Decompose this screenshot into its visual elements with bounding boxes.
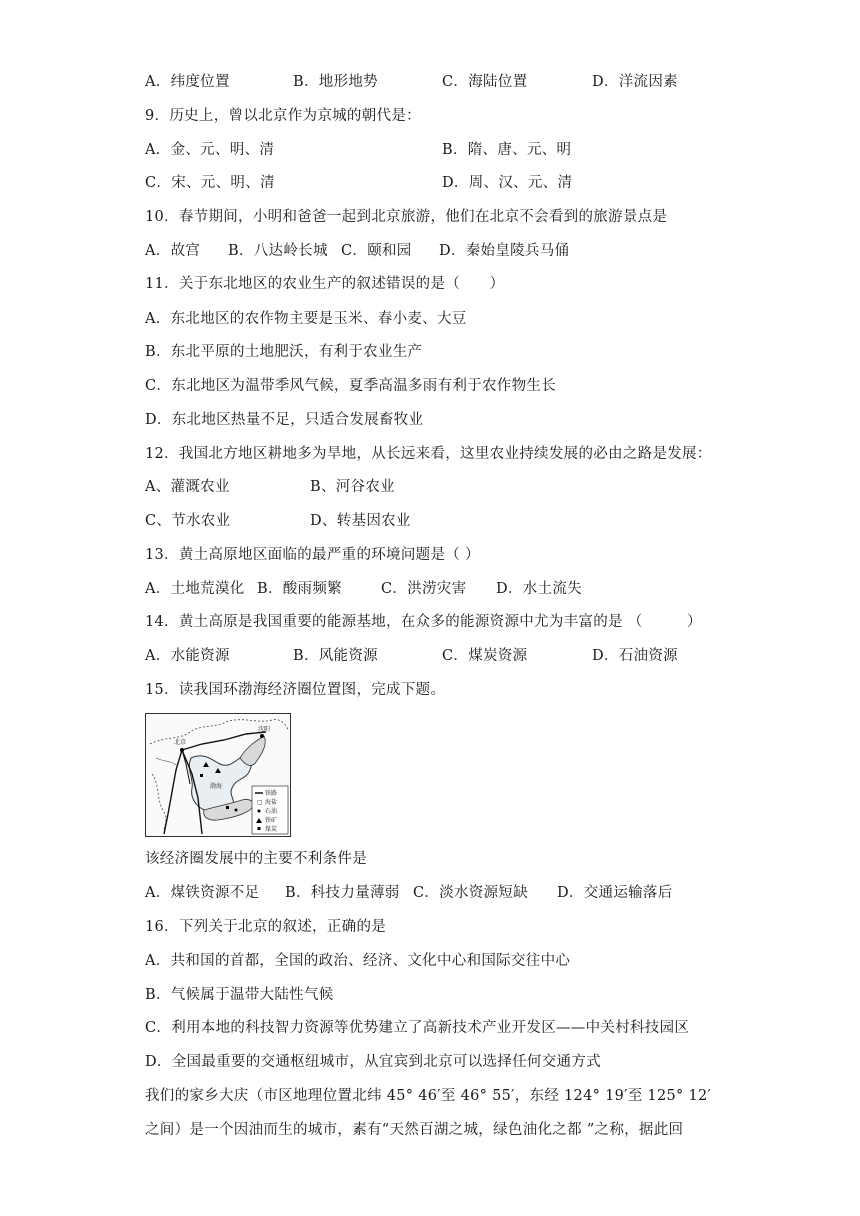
q14-option-a[interactable]: A．水能资源 (145, 648, 230, 664)
q9-option-c[interactable]: C．宋、元、明、清 (145, 175, 275, 191)
coal-symbol (200, 774, 203, 777)
q9-option-b[interactable]: B．隋、唐、元、明 (442, 142, 572, 158)
q10-option-a[interactable]: A．故宫 (145, 243, 201, 259)
shenyang-marker (260, 734, 264, 738)
railway-line (164, 750, 182, 834)
q15-sub-question: 该经济圈发展中的主要不利条件是 (145, 851, 367, 867)
q8-option-d[interactable]: D．洋流因素 (592, 74, 678, 90)
q9-option-d[interactable]: D．周、汉、元、清 (442, 175, 573, 191)
coal-symbol (226, 806, 229, 809)
beijing-marker (180, 748, 184, 752)
q14-stem: 14．黄土高原是我国重要的能源基地，在众多的能源资源中尤为丰富的是 （ ） (145, 614, 702, 630)
q10-option-b[interactable]: B．八达岭长城 (228, 243, 328, 259)
legend-oil-swatch (258, 810, 261, 813)
legend-salt-symbol: ▢ (257, 799, 263, 806)
q13-option-a[interactable]: A．土地荒漠化 (145, 581, 245, 597)
q15-option-a[interactable]: A．煤铁资源不足 (145, 885, 260, 901)
oil-symbol (235, 809, 238, 812)
q8-option-b[interactable]: B．地形地势 (293, 74, 378, 90)
q15-option-d[interactable]: D．交通运输落后 (557, 885, 673, 901)
q16-option-c[interactable]: C．利用本地的科技智力资源等优势建立了高新技术产业开发区——中关村科技园区 (145, 1020, 690, 1036)
q14-option-c[interactable]: C．煤炭资源 (442, 648, 528, 664)
q13-stem: 13．黄土高原地区面临的最严重的环境问题是（ ） (145, 547, 480, 563)
legend-item: 石油 (265, 808, 278, 815)
legend-item: 煤炭 (265, 826, 278, 833)
legend-item: 铁路 (265, 790, 278, 797)
q15-stem: 15．读我国环渤海经济圈位置图，完成下题。 (145, 682, 446, 698)
q11-option-b[interactable]: B．东北平原的土地肥沃，有利于农业生产 (145, 344, 423, 360)
legend-item: 海盐 (265, 799, 278, 806)
q13-option-c[interactable]: C．洪涝灾害 (381, 581, 467, 597)
q11-stem: 11．关于东北地区的农业生产的叙述错误的是（ ） (145, 276, 505, 292)
q12-option-c[interactable]: C、节水农业 (145, 513, 231, 529)
q16-stem: 16．下列关于北京的叙述，正确的是 (145, 919, 387, 935)
q16-option-d[interactable]: D．全国最重要的交通枢纽城市，从宜宾到北京可以选择任何交通方式 (145, 1054, 601, 1070)
passage-line-1: 我们的家乡大庆（市区地理位置北纬 45° 46′至 46° 55′，东经 124° 19′至 125° 12′ (145, 1088, 712, 1104)
passage-line-2: 之间）是一个因油而生的城市，素有“天然百湖之城，绿色油化之都 ”之称，据此回 (145, 1122, 684, 1138)
legend-coal-swatch (258, 827, 261, 830)
q16-option-a[interactable]: A．共和国的首都，全国的政治、经济、文化中心和国际交往中心 (145, 953, 571, 969)
q11-option-a[interactable]: A．东北地区的农作物主要是玉米、春小麦、大豆 (145, 311, 467, 327)
q10-option-c[interactable]: C．颐和园 (341, 243, 412, 259)
shenyang-label: 沈阳 (258, 726, 271, 733)
q13-option-d[interactable]: D．水土流失 (496, 581, 582, 597)
q14-option-b[interactable]: B．风能资源 (293, 648, 378, 664)
q8-option-c[interactable]: C．海陆位置 (442, 74, 528, 90)
q8-option-a[interactable]: A．纬度位置 (145, 74, 230, 90)
q10-stem: 10．春节期间，小明和爸爸一起到北京旅游，他们在北京不会看到的旅游景点是 (145, 209, 668, 225)
q10-option-d[interactable]: D．秦始皇陵兵马俑 (439, 243, 570, 259)
q16-option-b[interactable]: B．气候属于温带大陆性气候 (145, 987, 334, 1003)
bohai-label: 渤海 (210, 783, 223, 790)
river (156, 758, 178, 766)
q12-stem: 12．我国北方地区耕地多为旱地，从长远来看，这里农业持续发展的必由之路是发展： (145, 446, 712, 462)
q13-option-b[interactable]: B．酸雨频繁 (257, 581, 342, 597)
q11-option-d[interactable]: D．东北地区热量不足，只适合发展畜牧业 (145, 412, 424, 428)
q15-option-c[interactable]: C．淡水资源短缺 (413, 885, 528, 901)
map-figure (146, 714, 290, 836)
q14-option-d[interactable]: D．石油资源 (592, 648, 678, 664)
bohai-economic-circle-map (145, 713, 291, 837)
beijing-label: 北京 (174, 739, 187, 746)
q15-option-b[interactable]: B．科技力量薄弱 (285, 885, 400, 901)
q12-option-b[interactable]: B、河谷农业 (310, 479, 395, 495)
q12-option-a[interactable]: A、灌溉农业 (145, 479, 230, 495)
q9-option-a[interactable]: A．金、元、明、清 (145, 142, 275, 158)
q11-option-c[interactable]: C．东北地区为温带季风气候，夏季高温多雨有利于农作物生长 (145, 378, 556, 394)
q9-stem: 9．历史上，曾以北京作为京城的朝代是： (145, 108, 421, 124)
liaodong-peninsula (240, 736, 265, 765)
legend-item: 铁矿 (265, 817, 278, 824)
boundary-west (152, 774, 166, 834)
q12-option-d[interactable]: D、转基因农业 (310, 513, 411, 529)
